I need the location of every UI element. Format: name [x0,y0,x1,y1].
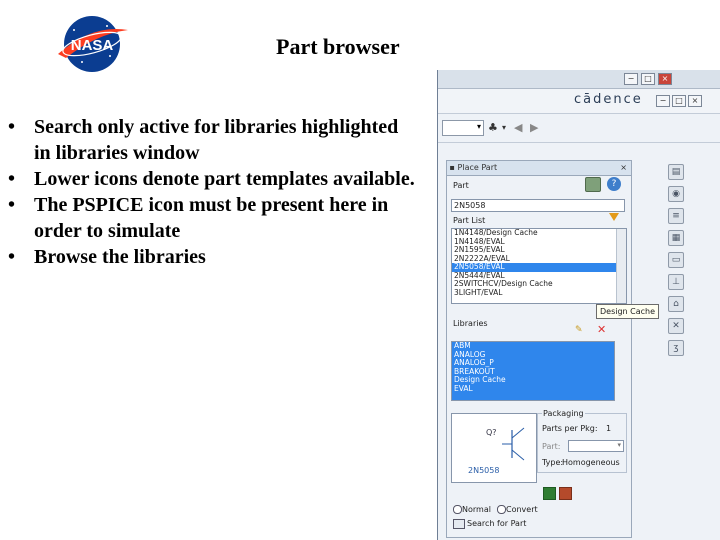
packaging-group [537,409,627,473]
inner-minimize-button[interactable]: − [656,95,670,107]
libraries-label: Libraries [453,319,488,328]
add-library-icon[interactable] [585,177,601,192]
back-icon[interactable]: ◀ [514,121,523,134]
normal-label: Normal [462,505,491,514]
part-select[interactable] [568,440,624,452]
minimize-button[interactable]: − [624,73,638,85]
inner-maximize-button[interactable]: □ [672,95,686,107]
parts-per-pkg-label: Parts per Pkg: [542,424,598,433]
list-item[interactable]: 1N4148/Design Cache [454,228,538,237]
nasa-logo-text: NASA [70,37,114,54]
pspice-icon[interactable] [543,487,556,500]
library-item[interactable]: ANALOG_P [454,358,494,367]
no-connect-icon[interactable]: ✕ [668,318,684,334]
wire-icon[interactable]: ≡ [668,208,684,224]
type-label: Type: [542,458,564,467]
forward-icon[interactable]: ▶ [530,121,539,134]
tooltip: Design Cache [596,304,659,319]
library-item[interactable]: Design Cache [454,375,506,384]
cadence-brand: cādence [574,92,643,107]
scrollbar[interactable] [616,229,626,303]
search-toggle-icon[interactable] [453,519,465,529]
list-item[interactable]: 2SWITCHCV/Design Cache [454,279,553,288]
bullet-item: • The PSPICE icon must be present here in order to simulate [8,194,389,242]
remove-library-icon[interactable]: ✕ [597,323,607,336]
panel-close-icon: × [620,163,627,172]
library-item[interactable]: BREAKOUT [454,366,495,376]
normal-radio[interactable] [453,505,462,514]
transistor-symbol [502,424,532,466]
library-item[interactable]: ANALOG [454,349,486,359]
convert-label: Convert [506,505,538,514]
toolbar [438,114,720,143]
filter-icon[interactable] [609,213,619,221]
library-item[interactable]: EVAL [454,383,473,393]
bullet-list [8,114,418,270]
place-part-icon[interactable]: ◉ [668,186,684,202]
part-label: Part [453,181,469,190]
panel-title: ▪ Place Part × [447,161,631,176]
bullet-item: • Lower icons denote part templates available. [8,168,415,190]
preview-value: 2N5058 [468,466,500,475]
list-item[interactable]: 2N2222A/EVAL [454,253,510,263]
part-list[interactable] [451,228,627,304]
search-for-part-label[interactable]: Search for Part [467,519,527,528]
libraries-list[interactable] [451,341,615,401]
select-icon[interactable]: ▤ [668,164,684,180]
part-select-label: Part: [542,442,561,451]
nasa-logo [52,10,132,78]
bus-icon[interactable]: ▦ [668,230,684,246]
net-alias-icon[interactable]: ▭ [668,252,684,268]
list-item-selected[interactable]: 2N5058/EVAL [452,263,626,272]
help-icon[interactable]: ? [607,177,621,191]
text-icon[interactable]: ʒ [668,340,684,356]
part-list-label: Part List [453,216,486,225]
chevron-down-icon: ▾ [476,122,481,131]
chevron-down-icon[interactable]: ▾ [502,123,507,132]
packaging-label: Packaging [543,409,584,418]
slide-title: Part browser [276,34,400,59]
parts-per-pkg-value: 1 [606,424,612,433]
add-library-icon-2[interactable]: ✎ [575,325,583,335]
template-icon[interactable] [559,487,572,500]
maximize-button[interactable]: □ [641,73,655,85]
list-item[interactable]: 1N4148/EVAL [454,236,505,246]
toolbar-combo[interactable] [442,120,484,136]
outer-titlebar [438,70,720,89]
library-item[interactable]: ABM [454,341,471,350]
binoculars-icon[interactable]: ♣ [488,121,498,134]
type-value: Homogeneous [562,458,620,467]
right-toolbar [664,162,690,362]
ground-icon[interactable]: ⌂ [668,296,684,312]
list-item[interactable]: 2N1595/EVAL [454,245,505,254]
list-item[interactable]: 3LIGHT/EVAL [454,287,503,297]
preview-refdes: Q? [486,428,497,437]
list-item[interactable]: 2N5444/EVAL [454,270,505,280]
convert-radio[interactable] [497,505,506,514]
bullet-item: • Search only active for libraries highlighted in libraries window [8,116,399,164]
inner-close-button[interactable]: × [688,95,702,107]
bullet-item: • Browse the libraries [8,246,206,268]
app-screenshot [437,70,720,540]
place-part-panel [446,160,632,538]
close-button[interactable]: × [658,73,672,85]
part-preview [451,413,537,483]
chevron-down-icon: ▾ [617,441,621,449]
power-icon[interactable]: ⊥ [668,274,684,290]
part-input[interactable]: 2N5058 [451,199,625,212]
